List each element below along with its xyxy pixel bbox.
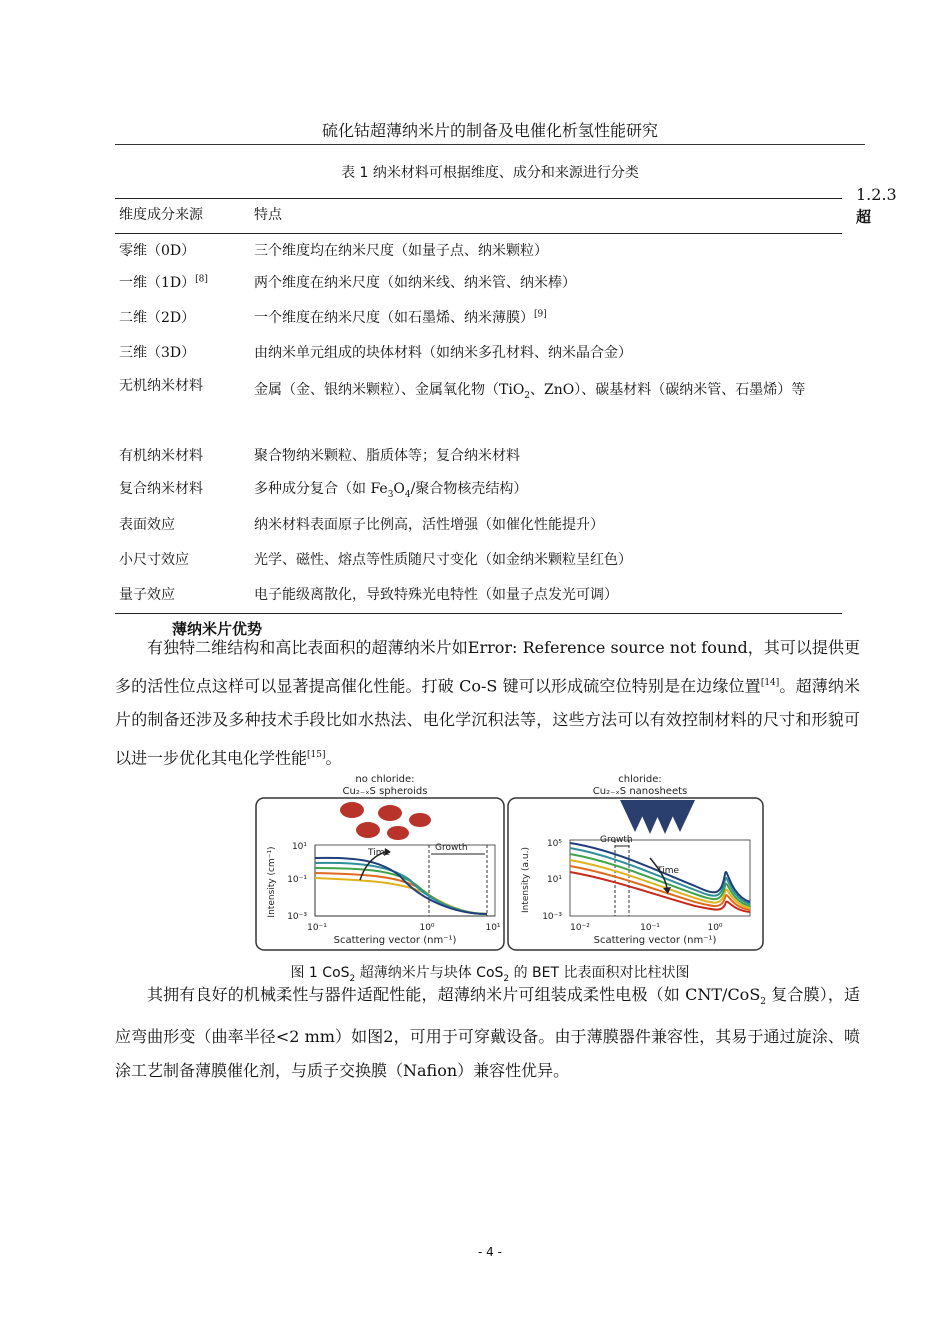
caption-text: 图 1 CoS [290,965,350,981]
row-desc-text: 、ZnO）、碳基材料（碳纳米管、石墨烯）等 [530,381,806,398]
y-tick-label: 10⁻¹ [287,875,307,885]
time-label: Time [368,848,391,858]
left-panel-frame [256,798,504,950]
citation-ref: [8] [195,273,208,284]
table-row [115,541,842,576]
row-key: 无机纳米材料 [119,377,203,394]
paragraph-text: 。超薄纳米片的制备还涉及多种技术手段比如水热法、电化学沉积法等，这些方法可以有效控制材料的尺寸和形貌可以进一步优化其电化学性能 [115,675,860,768]
table-row [115,369,842,435]
subscript: 2 [760,997,767,1008]
table-caption: 表 1 纳米材料可根据维度、成分和来源进行分类 [341,165,639,181]
x-axis-label: Scattering vector (nm⁻¹) [593,935,717,946]
growth-label: Growth [600,835,633,845]
saxs-figure [255,770,765,955]
row-key: 二维（2D） [119,309,196,326]
subscript: 2 [503,973,510,984]
y-tick-label: 10⁵ [546,839,562,849]
paragraph-text: 其拥有良好的机械柔性与器件适配性能，超薄纳米片可组装成柔性电极（如 CNT/CoS [147,985,761,1004]
side-number: 1.2.3 [856,185,897,204]
time-label: Time [657,866,680,876]
table-row [115,336,842,369]
paragraph-text: 有独特二维结构和高比表面积的超薄纳米片如Error: Reference source not found，其可以提供更多的活性位点这样可以显著提高催化性能。打破 Co-S 键可以形成硫空位特别是在边缘位置 [115,638,860,695]
x-tick-label: 10⁰ [419,923,435,933]
x-tick-label: 10⁰ [707,923,723,933]
paragraph-text: 。 [325,748,342,768]
row-desc-text: /聚合物核壳结构） [410,480,528,497]
table-row [115,301,842,336]
row-key: 表面效应 [119,516,175,533]
x-axis-label: Scattering vector (nm⁻¹) [333,935,457,946]
row-desc: 两个维度在纳米尺度（如纳米线、纳米管、纳米棒） [254,274,576,291]
subscript: 4 [404,489,411,500]
table-row [115,435,842,470]
row-desc: 电子能级离散化，导致特殊光电特性（如量子点发光可调） [254,586,618,603]
row-desc: 由纳米单元组成的块体材料（如纳米多孔材料、纳米晶合金） [254,344,632,361]
right-panel-title-1: chloride: [618,774,662,785]
row-desc-text: O [393,480,405,497]
side-char: 超 [856,208,872,226]
row-key: 复合纳米材料 [119,480,203,497]
left-panel-title-2: Cu₂₋ₓS spheroids [342,786,428,797]
row-desc [254,301,842,336]
subscript: 2 [349,973,356,984]
paragraph-2 [115,978,860,1089]
row-desc: 光学、磁性、熔点等性质随尺寸变化（如金纳米颗粒呈红色） [254,551,632,568]
subscript: 3 [387,489,394,500]
growth-label: Growth [435,843,468,853]
x-tick-label: 10⁻¹ [640,923,660,933]
table-row [115,266,842,301]
row-desc: 纳米材料表面原子比例高，活性增强（如催化性能提升） [254,516,604,533]
caption-text: 的 BET 比表面积对比柱状图 [509,965,690,981]
row-key: 量子效应 [119,586,175,603]
row-desc [254,369,842,435]
row-desc [254,470,842,506]
row-desc: 三个维度均在纳米尺度（如量子点、纳米颗粒） [254,243,548,259]
y-tick-label: 10¹ [546,875,562,885]
row-desc-text: 多种成分复合（如 Fe [254,480,388,497]
row-desc-text: 一个维度在纳米尺度（如石墨烯、纳米薄膜） [254,309,534,326]
y-axis-label: Intensity (a.u.) [521,847,531,913]
side-section-number [856,184,897,228]
row-key: 有机纳米材料 [119,447,203,464]
caption-text: 超薄纳米片与块体 CoS [355,965,504,981]
row-key: 小尺寸效应 [119,551,189,568]
table-row [115,234,842,266]
citation-ref: [14] [760,677,780,688]
citation-ref: [9] [534,308,547,319]
y-tick-label: 10⁻³ [542,912,562,922]
paragraph-text: 复合膜），适应弯曲形变（曲率半径<2 mm）如图2，可用于可穿戴设备。由于薄膜器件兼容性，其易于通过旋涂、喷涂工艺制备薄膜催化剂，与质子交换膜（Nafion）兼容性优异。 [115,985,860,1081]
table-row [115,506,842,541]
x-tick-label: 10¹ [485,923,501,933]
left-panel-title-1: no chloride: [355,774,415,785]
classification-table [115,198,842,614]
row-desc-text: 金属（金、银纳米颗粒）、金属氧化物（TiO [254,381,525,398]
row-key: 零维（0D） [119,243,196,259]
y-axis-label: Intensity (cm⁻¹) [267,846,277,918]
y-tick-label: 10¹ [291,842,307,852]
row-key [115,266,254,301]
row-desc: 聚合物纳米颗粒、脂质体等；复合纳米材料 [254,447,520,464]
page-number: - 4 - [478,1245,502,1259]
x-tick-label: 10⁻¹ [307,923,327,933]
right-panel-title-2: Cu₂₋ₓS nanosheets [592,786,688,797]
subscript: 2 [524,390,531,401]
row-key: 三维（3D） [119,344,196,361]
table-header-row [115,199,842,234]
column-header-feature: 特点 [254,207,282,223]
row-key-text: 一维（1D） [119,274,196,291]
y-tick-label: 10⁻³ [287,912,307,922]
citation-ref: [15] [307,749,326,760]
page-header: 硫化钴超薄纳米片的制备及电催化析氢性能研究 [115,118,865,145]
section-heading: 薄纳米片优势 [172,620,263,638]
column-header-category: 维度成分来源 [119,207,203,223]
paragraph-1 [115,631,860,776]
table-row [115,576,842,614]
x-tick-label: 10⁻² [570,923,590,933]
table-row [115,470,842,506]
